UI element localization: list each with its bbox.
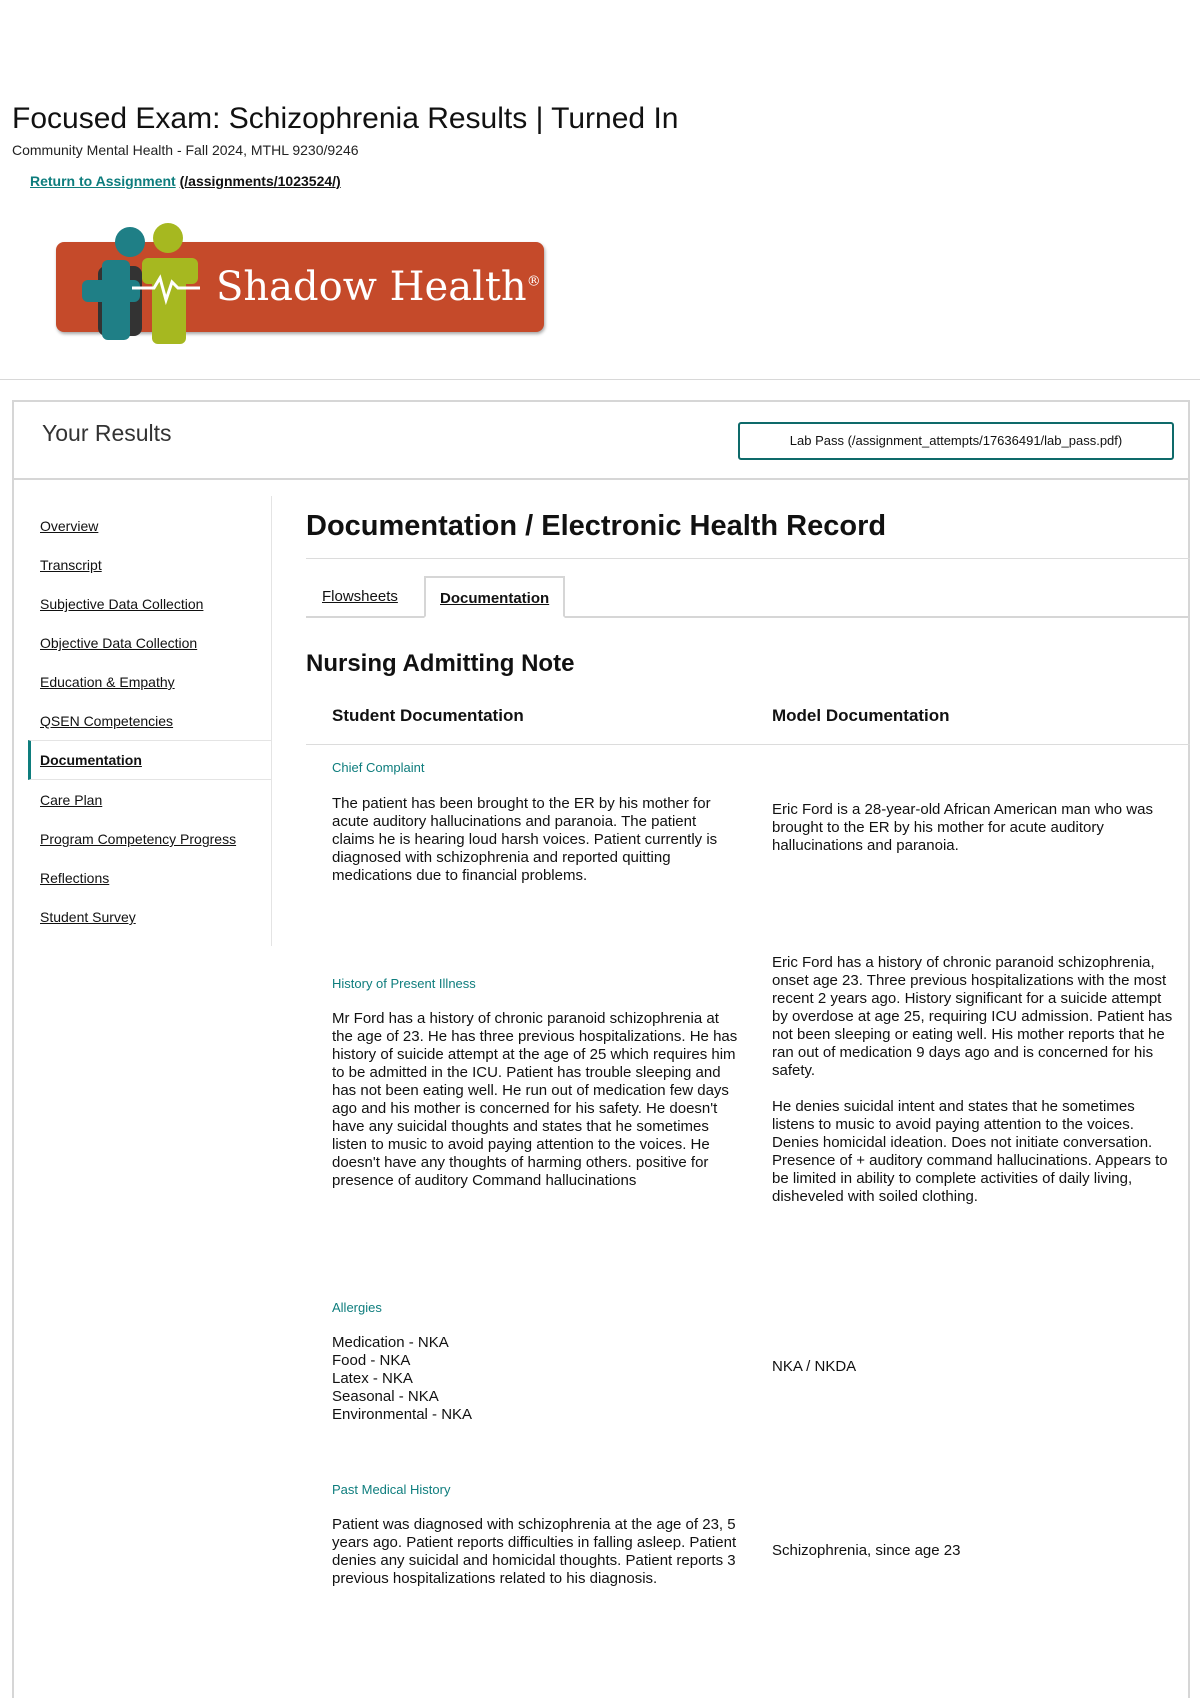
sidebar-item-overview[interactable]: Overview [40,518,99,534]
return-line [30,173,341,189]
results-panel [12,400,1190,1698]
student-past-medical-history: Patient was diagnosed with schizophrenia at the age of 23, 5 years ago. Patient reports difficulties in falling asleep. Patient denies any suicidal and homicidal thoughts. Patient reports 3 previous hospitalizations related to his diagnosis. [332,1516,737,1587]
sidebar-item-objective-data-collection[interactable]: Objective Data Collection [40,635,198,651]
column-header-model: Model Documentation [772,706,950,725]
model-history-of-present-illness: Eric Ford has a history of chronic paranoid schizophrenia, onset age 23. Three previous hospitalizations with the most recent 2 years ago. History significant for a suicide attempt by overdose at age 25, requiring ICU admission. Patient has not been sleeping or eating well. His mother reports that he ran out of medication 9 days ago and is concerned for his safety. He denies suicidal intent and states that he sometimes listens to music to avoid paying attention to the voices. Denies homicidal ideation. Does not initiate conversation. Presence of + auditory command hallucinations. Appears to be limited in ability to complete activities of daily living, disheveled with soiled clothing. [772,954,1173,1205]
your-results-title: Your Results [42,420,172,446]
sidebar-item-care-plan[interactable]: Care Plan [40,792,103,808]
documentation-title: Documentation / Electronic Health Record [306,510,887,542]
return-url-text: (/assignments/1023524/) [179,173,341,189]
results-sidebar [28,496,272,946]
row-label-history-of-present-illness: History of Present Illness [332,976,476,991]
lab-pass-button[interactable]: Lab Pass (/assignment_attempts/17636491/lab_pass.pdf) [738,422,1174,460]
model-chief-complaint: Eric Ford is a 28-year-old African American man who was brought to the ER by his mother for acute auditory hallucinations and paranoia. [772,801,1153,854]
student-allergies: Medication - NKA Food - NKA Latex - NKA Seasonal - NKA Environmental - NKA [332,1334,473,1423]
model-past-medical-history: Schizophrenia, since age 23 [772,1542,961,1559]
tab-documentation[interactable]: Documentation [424,576,565,618]
section-title: Nursing Admitting Note [306,650,575,677]
row-label-allergies: Allergies [332,1300,382,1315]
sidebar-item-documentation[interactable]: Documentation [40,752,142,768]
tab-flowsheets[interactable]: Flowsheets [322,588,398,605]
sidebar-item-transcript[interactable]: Transcript [40,557,102,573]
logo-figures-icon [70,222,210,350]
student-history-of-present-illness: Mr Ford has a history of chronic paranoid schizophrenia at the age of 23. He has three previous hospitalizations. He has history of suicide attempt at the age of 25 which requires him to be admitted in the ICU. Patient has trouble sleeping and has not been eating well. He run out of medication few days ago and his mother is concerned for his safety. He doesn't have any suicidal thoughts and states that he sometimes listen to music to avoid paying attention to the voices. He doesn't have any thoughts of harming others. positive for presence of auditory Command hallucinations [332,1010,738,1189]
column-header-student: Student Documentation [332,706,524,725]
header-row-divider [306,744,1190,745]
title-divider [306,558,1190,559]
row-label-chief-complaint: Chief Complaint [332,760,425,775]
sidebar-item-subjective-data-collection[interactable]: Subjective Data Collection [40,596,204,612]
header-divider [0,379,1200,380]
sidebar-item-program-competency-progress[interactable]: Program Competency Progress [40,831,237,847]
model-allergies: NKA / NKDA [772,1358,857,1375]
return-to-assignment-link[interactable]: Return to Assignment [30,173,176,189]
page-title: Focused Exam: Schizophrenia Results | Turned In [12,102,679,135]
course-subtitle: Community Mental Health - Fall 2024, MTHL 9230/9246 [12,142,359,158]
results-header [14,402,1188,480]
sidebar-item-student-survey[interactable]: Student Survey [40,909,136,925]
sidebar-item-qsen-competencies[interactable]: QSEN Competencies [40,713,174,729]
logo-text: Shadow Health® [216,264,541,310]
sidebar-item-reflections[interactable]: Reflections [40,870,110,886]
sidebar-item-education-empathy[interactable]: Education & Empathy [40,674,175,690]
shadow-health-logo [56,222,544,332]
student-chief-complaint: The patient has been brought to the ER by his mother for acute auditory hallucinations and paranoia. The patient claims he is hearing loud harsh voices. Patient currently is diagnosed with schizophrenia and reported quitting medications due to financial problems. [332,795,718,884]
row-label-past-medical-history: Past Medical History [332,1482,451,1497]
